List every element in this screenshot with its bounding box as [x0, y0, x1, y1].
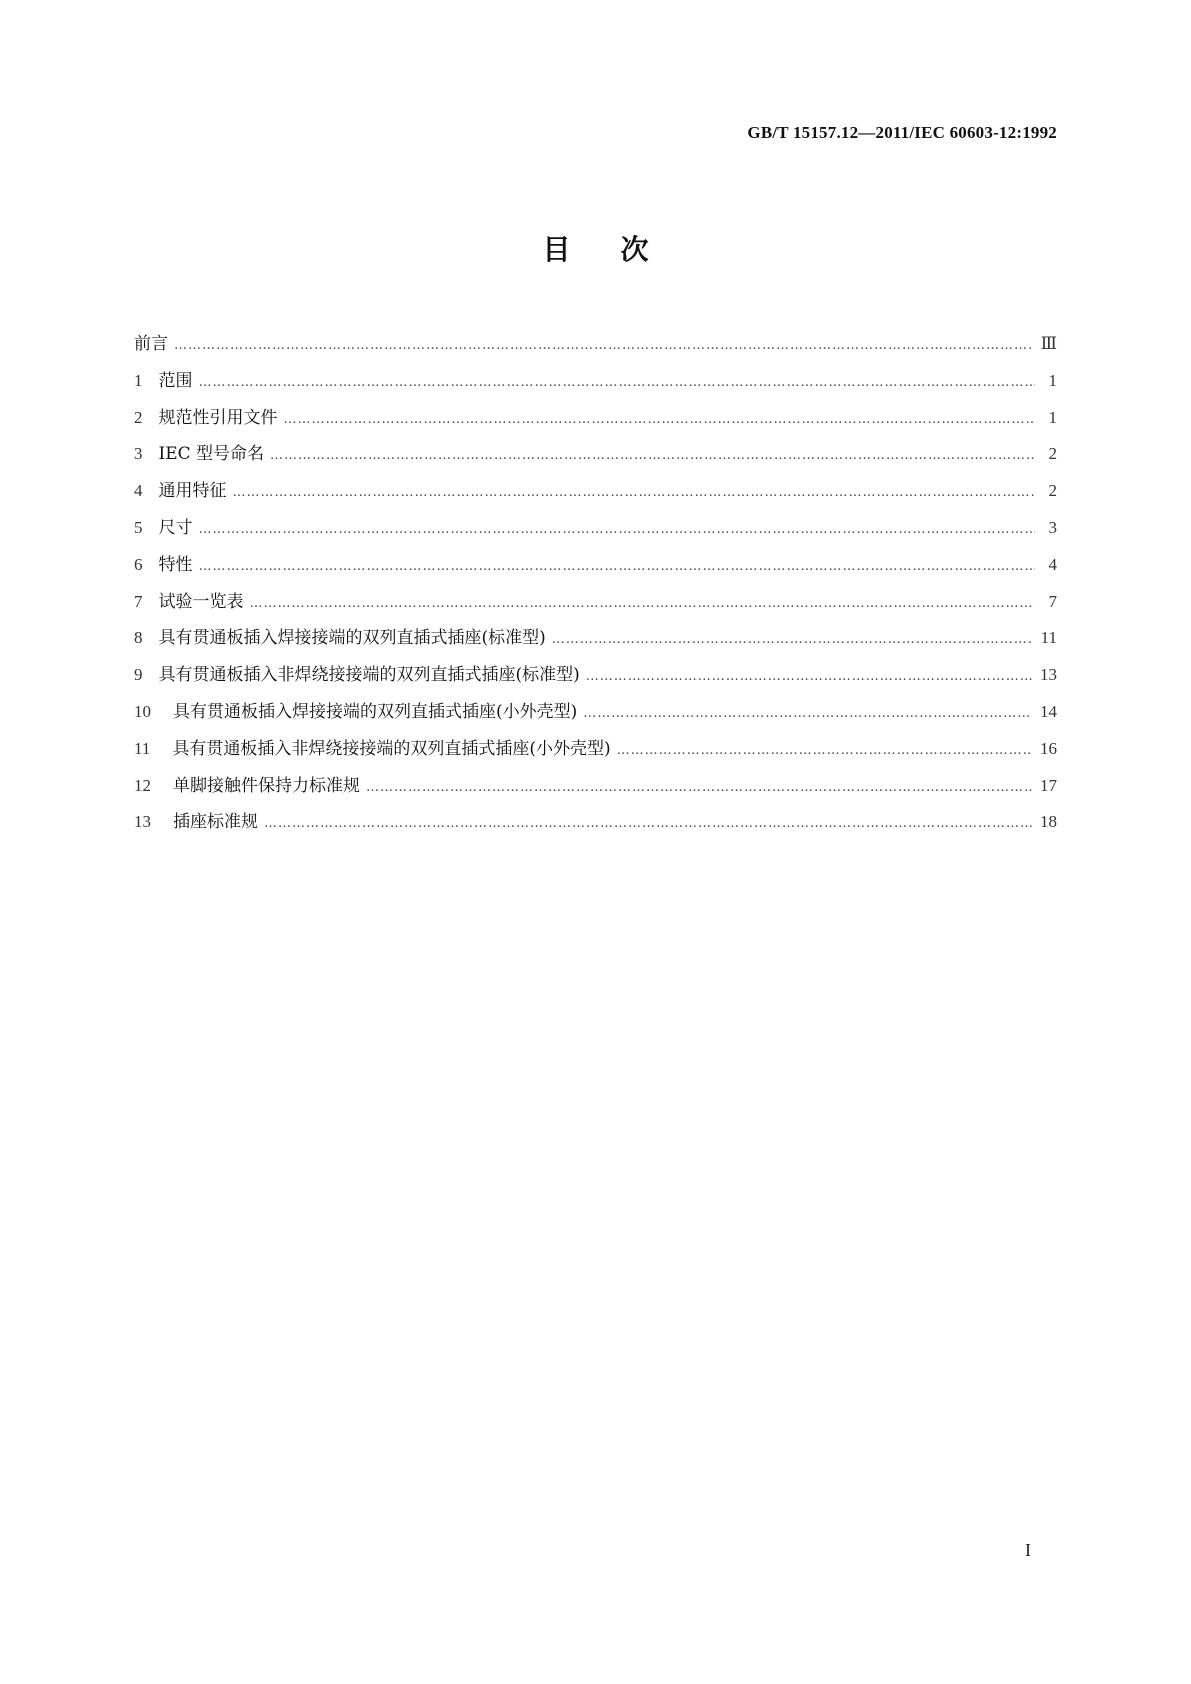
- toc-leader-dots: [174, 328, 1033, 365]
- toc-list: [134, 326, 1057, 841]
- toc-entry-label: 通用特征: [158, 481, 227, 502]
- toc-entry[interactable]: [134, 768, 1057, 805]
- toc-entry-page: 4: [1048, 554, 1057, 574]
- toc-entry-label: 单脚接触件保持力标准规: [173, 775, 360, 796]
- toc-leader-dots: [233, 475, 1036, 512]
- toc-entry-label: 范围: [158, 370, 193, 391]
- toc-leader-dots: [264, 806, 1032, 843]
- toc-entry-number: 7: [134, 591, 143, 611]
- toc-entry-page: Ⅲ: [1040, 334, 1057, 353]
- page-title: 目次: [542, 233, 699, 266]
- toc-entry-label: 特性: [158, 554, 193, 575]
- toc-entry-label: 尺寸: [158, 517, 193, 538]
- toc-entry-page: 17: [1040, 775, 1057, 795]
- toc-entry-page: 14: [1040, 701, 1057, 721]
- toc-entry-label: 规范性引用文件: [158, 407, 278, 428]
- toc-entry-label: 试验一览表: [158, 591, 244, 612]
- toc-entry-label: IEC 型号命名: [158, 444, 265, 465]
- toc-entry[interactable]: [134, 694, 1057, 731]
- toc-entry[interactable]: [134, 510, 1057, 547]
- toc-entry[interactable]: [134, 400, 1057, 437]
- toc-entry[interactable]: [134, 436, 1057, 473]
- toc-entry-number: 13: [134, 812, 151, 832]
- toc-entry-number: 11: [134, 738, 151, 758]
- toc-leader-dots: [583, 696, 1032, 733]
- toc-entry[interactable]: [134, 363, 1057, 400]
- toc-entry-page: 1: [1048, 370, 1057, 390]
- toc-entry-label: 具有贯通板插入非焊绕接接端的双列直插式插座(标准型): [158, 665, 580, 686]
- toc-entry[interactable]: [134, 657, 1057, 694]
- toc-entry-label: 插座标准规: [173, 812, 258, 833]
- toc-entry-page: 13: [1040, 665, 1057, 685]
- toc-leader-dots: [199, 549, 1036, 586]
- toc-entry-number: 10: [134, 701, 151, 721]
- toc-entry-page: 18: [1040, 812, 1057, 832]
- toc-entry-label: 具有贯通板插入非焊绕接接端的双列直插式插座(小外壳型): [172, 738, 611, 759]
- toc-entry-number: 5: [134, 517, 143, 537]
- toc-entry[interactable]: [134, 584, 1057, 621]
- toc-entry-label: 前言: [134, 334, 168, 354]
- toc-leader-dots: [199, 512, 1036, 549]
- toc-entry-page: 2: [1048, 481, 1057, 501]
- toc-entry-number: 4: [134, 481, 143, 501]
- toc-entry-number: 3: [134, 444, 143, 464]
- toc-entry-page: 11: [1040, 628, 1057, 648]
- toc-leader-dots: [284, 402, 1036, 439]
- toc-leader-dots: [250, 586, 1036, 623]
- toc-leader-dots: [270, 438, 1035, 475]
- standard-code: GB/T 15157.12—2011/IEC 60603-12:1992: [747, 123, 1057, 142]
- toc-leader-dots: [552, 622, 1033, 659]
- toc-entry-page: 2: [1048, 444, 1057, 464]
- toc-leader-dots: [199, 365, 1036, 402]
- toc-entry-page: 7: [1048, 591, 1057, 611]
- toc-entry[interactable]: [134, 473, 1057, 510]
- toc-entry-number: 12: [134, 775, 151, 795]
- toc-entry-label: 具有贯通板插入焊接接端的双列直插式插座(小外壳型): [173, 701, 578, 722]
- toc-entry[interactable]: [134, 731, 1057, 768]
- toc-entry-number: 9: [134, 665, 143, 685]
- toc-entry-number: 8: [134, 628, 143, 648]
- toc-leader-dots: [366, 770, 1032, 807]
- toc-entry-page: 1: [1048, 407, 1057, 427]
- toc-entry[interactable]: [134, 326, 1057, 363]
- toc-entry-number: 2: [134, 407, 143, 427]
- toc-entry[interactable]: [134, 547, 1057, 584]
- toc-leader-dots: [617, 733, 1032, 770]
- toc-entry[interactable]: [134, 804, 1057, 841]
- toc-entry-page: 3: [1048, 517, 1057, 537]
- toc-entry-number: 1: [134, 370, 143, 390]
- toc-entry-label: 具有贯通板插入焊接接端的双列直插式插座(标准型): [158, 628, 546, 649]
- toc-entry-number: 6: [134, 554, 143, 574]
- toc-leader-dots: [586, 659, 1032, 696]
- toc-entry-page: 16: [1040, 738, 1057, 758]
- toc-entry[interactable]: [134, 620, 1057, 657]
- page-number: I: [1025, 1540, 1031, 1560]
